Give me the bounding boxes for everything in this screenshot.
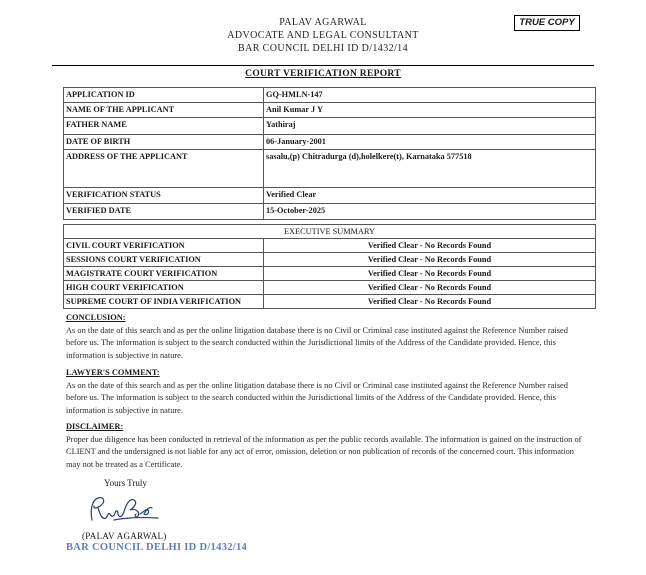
row-value: GQ-HMLN-147 — [264, 88, 596, 103]
signature-image — [84, 490, 164, 530]
row-label: VERIFICATION STATUS — [64, 188, 264, 204]
conclusion-title: CONCLUSION: — [66, 313, 126, 322]
advocate-designation: ADVOCATE AND LEGAL CONSULTANT — [227, 30, 419, 41]
table-row — [64, 295, 596, 309]
row-value: Verified Clear - No Records Found — [264, 239, 596, 253]
row-label: DATE OF BIRTH — [64, 135, 264, 150]
row-label: SUPREME COURT OF INDIA VERIFICATION — [64, 295, 264, 309]
lawyers-comment-section — [66, 367, 590, 417]
row-label: SESSIONS COURT VERIFICATION — [64, 253, 264, 267]
table-row — [64, 150, 596, 188]
row-label: ADDRESS OF THE APPLICANT — [64, 150, 264, 188]
table-row — [64, 118, 596, 135]
signatory-name: (PALAV AGARWAL) — [82, 531, 167, 541]
signatory-bar-council-id: BAR COUNCIL DELHI ID D/1432/14 — [66, 542, 248, 553]
row-value: Verified Clear - No Records Found — [264, 295, 596, 309]
bar-council-id: BAR COUNCIL DELHI ID D/1432/14 — [238, 43, 408, 54]
row-label: APPLICATION ID — [64, 88, 264, 103]
table-row — [64, 103, 596, 118]
disclaimer-body: Proper due diligence has been conducted in retrieval of the information as per the public records available. The information is gained on the instruction of CLIENT and the undersigned is not liable for any act of error, omission, deletion or non publication of records of the concerned court. This information may not be treated as a Certificate. — [66, 434, 582, 469]
table-row — [64, 253, 596, 267]
table-row — [64, 267, 596, 281]
row-label: CIVIL COURT VERIFICATION — [64, 239, 264, 253]
table-row — [64, 204, 596, 220]
true-copy-stamp: TRUE COPY — [514, 15, 580, 31]
table-row — [64, 281, 596, 295]
lawyers-comment-title: LAWYER'S COMMENT: — [66, 368, 160, 377]
row-value: Verified Clear — [264, 188, 596, 204]
table-row — [64, 88, 596, 103]
row-value: Verified Clear - No Records Found — [264, 267, 596, 281]
row-label: NAME OF THE APPLICANT — [64, 103, 264, 118]
row-value: sasalu,(p) Chitradurga (d),holelkere(t), Karnataka 577518 — [264, 150, 596, 188]
table-row — [64, 225, 596, 239]
table-row — [64, 135, 596, 150]
disclaimer-title: DISCLAIMER: — [66, 422, 124, 431]
advocate-name: PALAV AGARWAL — [279, 17, 367, 28]
lawyers-comment-body: As on the date of this search and as per the online litigation database there is no Civil or Criminal case instituted against the Reference Number raised before us. The information is subject to the search conducted within the Jurisdictional limits of the Address of the Candidate provided. Hence, this information is subjective in nature. — [66, 380, 568, 415]
row-label: MAGISTRATE COURT VERIFICATION — [64, 267, 264, 281]
row-label: VERIFIED DATE — [64, 204, 264, 220]
disclaimer-section — [66, 421, 590, 471]
row-value: Verified Clear - No Records Found — [264, 281, 596, 295]
table-row — [64, 188, 596, 204]
row-label: FATHER NAME — [64, 118, 264, 135]
row-value: Verified Clear - No Records Found — [264, 253, 596, 267]
executive-summary-table — [63, 224, 596, 309]
row-value: 06-January-2001 — [264, 135, 596, 150]
row-value: 15-October-2025 — [264, 204, 596, 220]
conclusion-section — [66, 312, 590, 362]
executive-summary-heading: EXECUTIVE SUMMARY — [64, 225, 596, 239]
row-value: Anil Kumar J Y — [264, 103, 596, 118]
applicant-details-table — [63, 87, 596, 220]
header-divider — [52, 65, 594, 66]
row-value: Yathiraj — [264, 118, 596, 135]
closing-salutation: Yours Truly — [104, 478, 147, 488]
table-row — [64, 239, 596, 253]
report-title: COURT VERIFICATION REPORT — [245, 69, 401, 79]
conclusion-body: As on the date of this search and as per the online litigation database there is no Civil or Criminal case instituted against the Reference Number raised before us. The information is subject to the search conducted within the Jurisdictional limits of the Address of the Candidate provided. Hence, this information is subjective in nature. — [66, 325, 568, 360]
row-label: HIGH COURT VERIFICATION — [64, 281, 264, 295]
